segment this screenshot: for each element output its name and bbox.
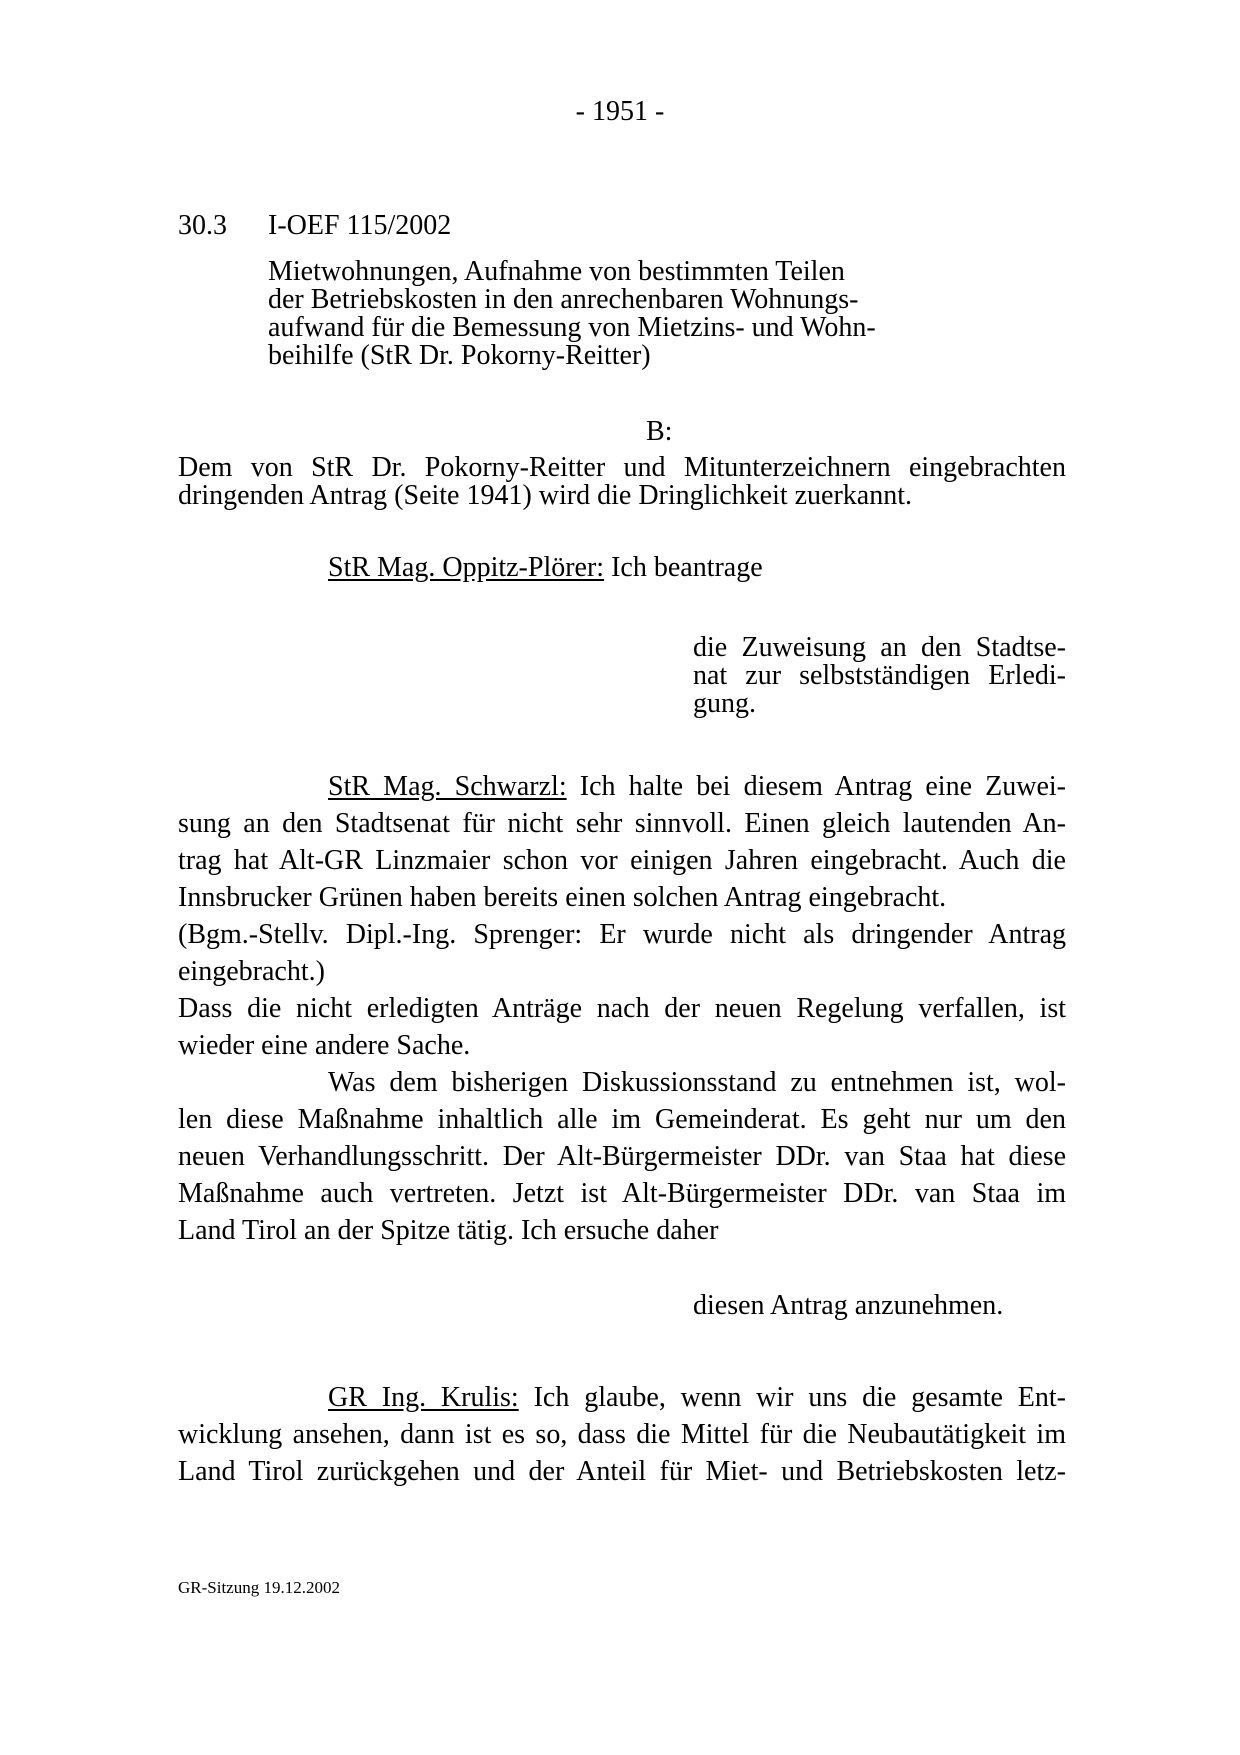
statement-line: Maßnahme auch vertreten. Jetzt ist Alt-Bürgermeister DDr. van Staa im bbox=[178, 1178, 1066, 1209]
speaker-name: StR Mag. Schwarzl: bbox=[328, 771, 567, 802]
motion-line: die Zuweisung an den Stadtse- bbox=[693, 632, 1066, 663]
section-b-heading: B: bbox=[646, 416, 673, 447]
speaker-name: GR Ing. Krulis: bbox=[328, 1382, 519, 1413]
statement-line: sung an den Stadtsenat für nicht sehr sinnvoll. Einen gleich lautenden An- bbox=[178, 808, 1066, 839]
agenda-item-number: 30.3 bbox=[178, 210, 227, 241]
statement-text: Ich beantrage bbox=[611, 552, 763, 583]
decision-line: Dem von StR Dr. Pokorny-Reitter und Mitunterzeichnern eingebrachten bbox=[178, 452, 1066, 483]
statement-line: Was dem bisherigen Diskussionsstand zu entnehmen ist, wol- bbox=[328, 1067, 1066, 1098]
statement-line: Land Tirol an der Spitze tätig. Ich ersuche daher bbox=[178, 1215, 719, 1246]
statement-line: trag hat Alt-GR Linzmaier schon vor einigen Jahren eingebracht. Auch die bbox=[178, 845, 1066, 876]
decision-line: dringenden Antrag (Seite 1941) wird die Dringlichkeit zuerkannt. bbox=[178, 480, 913, 511]
speaker-name: StR Mag. Oppitz-Plörer: bbox=[328, 552, 605, 583]
subject-line: aufwand für die Bemessung von Mietzins- und Wohn- bbox=[268, 312, 876, 343]
subject-line: Mietwohnungen, Aufnahme von bestimmten Teilen bbox=[268, 256, 845, 287]
statement-line: len diese Maßnahme inhaltlich alle im Gemeinderat. Es geht nur um den bbox=[178, 1104, 1066, 1135]
schwarzl-motion: diesen Antrag anzunehmen. bbox=[693, 1290, 1004, 1321]
statement-line: wieder eine andere Sache. bbox=[178, 1030, 471, 1061]
interjection-line: eingebracht.) bbox=[178, 956, 325, 987]
subject-line: der Betriebskosten in den anrechenbaren Wohnungs- bbox=[268, 284, 859, 315]
footer-session-date: GR-Sitzung 19.12.2002 bbox=[178, 1578, 340, 1597]
krulis-statement bbox=[178, 1379, 1066, 1490]
statement-line: Land Tirol zurückgehen und der Anteil für Miet- und Betriebskosten letz- bbox=[178, 1456, 1066, 1487]
statement-line: Innsbrucker Grünen haben bereits einen solchen Antrag eingebracht. bbox=[178, 882, 947, 913]
statement-first-line bbox=[178, 1379, 1066, 1416]
statement-first-line bbox=[178, 768, 1066, 805]
oppitz-statement bbox=[328, 554, 763, 582]
motion-line: nat zur selbstständigen Erledi- bbox=[693, 660, 1066, 691]
statement-text: Ich glaube, wenn wir uns die gesamte Ent- bbox=[533, 1382, 1066, 1413]
page-number: - 1951 - bbox=[575, 96, 665, 127]
agenda-item-subject bbox=[268, 258, 876, 370]
motion-line: gung. bbox=[693, 688, 756, 719]
statement-line: wicklung ansehen, dann ist es so, dass die Mittel für die Neubautätigkeit im bbox=[178, 1419, 1066, 1450]
statement-line: Dass die nicht erledigten Anträge nach der neuen Regelung verfallen, ist bbox=[178, 993, 1066, 1024]
agenda-item-reference: I-OEF 115/2002 bbox=[268, 210, 452, 241]
statement-text: Ich halte bei diesem Antrag eine Zuwei- bbox=[579, 771, 1067, 802]
statement-line: neuen Verhandlungsschritt. Der Alt-Bürgermeister DDr. van Staa hat diese bbox=[178, 1141, 1066, 1172]
oppitz-motion bbox=[693, 634, 1066, 718]
interjection-line: (Bgm.-Stellv. Dipl.-Ing. Sprenger: Er wurde nicht als dringender Antrag bbox=[178, 919, 1066, 950]
subject-line: beihilfe (StR Dr. Pokorny-Reitter) bbox=[268, 340, 651, 371]
schwarzl-statement bbox=[178, 768, 1066, 1249]
